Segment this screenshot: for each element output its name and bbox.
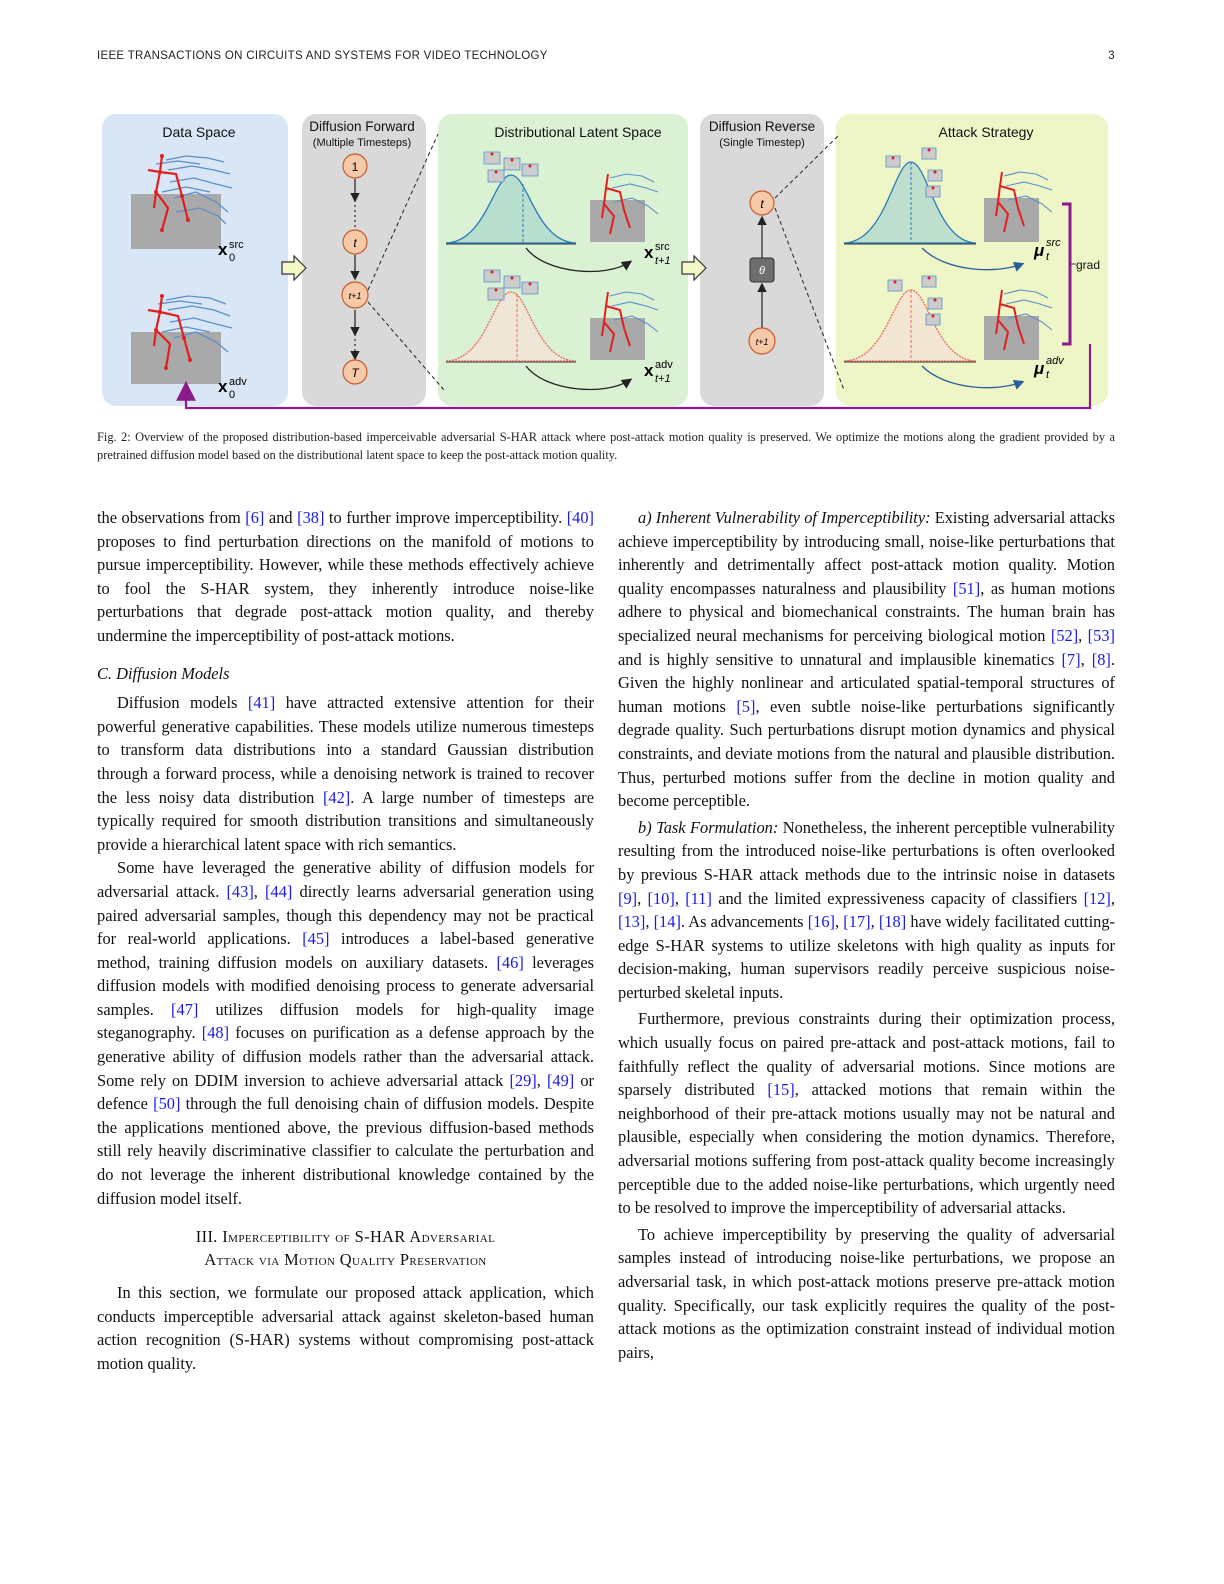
citation-link[interactable]: [7] (1061, 649, 1081, 669)
svg-text:t: t (1046, 369, 1050, 381)
citation-link[interactable]: [41] (247, 693, 276, 713)
diffusion-reverse-subtitle: (Single Timestep) (719, 137, 805, 149)
svg-text:t: t (1046, 251, 1050, 263)
svg-text:T: T (351, 366, 359, 380)
svg-text:t+1: t+1 (655, 373, 671, 385)
citation-link[interactable]: [16] (807, 912, 836, 932)
svg-text:t+1: t+1 (348, 291, 362, 301)
svg-text:t: t (760, 197, 764, 211)
citation-link[interactable]: [46] (496, 952, 524, 972)
citation-link[interactable]: [42] (322, 787, 351, 807)
citation-link[interactable]: [17] (843, 912, 871, 932)
paragraph-a-heading: a) Inherent Vulnerability of Imperceptibility: (638, 508, 931, 527)
svg-text:adv: adv (655, 359, 673, 371)
citation-link[interactable]: [8] (1091, 649, 1111, 669)
svg-text:0: 0 (229, 389, 236, 401)
citation-link[interactable]: [29] (509, 1070, 537, 1090)
citation-link[interactable]: [40] (566, 508, 594, 527)
citation-link[interactable]: [11] (685, 888, 712, 908)
left-paragraph-1: the observations from [6] and [38] to further improve imperceptibility. [40] proposes to find perturbation directions on the manifold of motions to pursue imperceptibility. However, while these methods effectively achieve to fool the S-HAR system, they inherently introduce noise-like perturbations that degrade post-attack motion quality, and thereby undermine the imperceptibility of post-attack motions. (97, 508, 594, 645)
citation-link[interactable]: [49] (546, 1070, 575, 1090)
right-paragraph-d: To achieve imperceptibility by preserving the quality of adversarial samples instead of introducing noise-like perturbations, we propose an adversarial task, in which post-attack motions preserve pre-attack motion quality. Specifically, our task explicitly requires the quality of the post-attack motions as the optimization constraint instead of individual motion pairs, (618, 1224, 1115, 1362)
svg-text:x: x (644, 361, 654, 380)
citation-link[interactable]: [43] (226, 881, 254, 901)
svg-text:src: src (229, 239, 244, 251)
svg-text:1: 1 (351, 160, 359, 174)
paragraph-a-inherent-vulnerability: a) Inherent Vulnerability of Imperceptibility: Existing adversarial attacks achieve imperceptibility by introducing small, noise-like perturbations that inherently and detrimentally affect post-attack motion quality. Motion quality encompasses naturalness and plausibility [51], as human motions adhere to physical and biomechanical constraints. The human brain has specialized neural mechanisms for perceiving biological motion [52], [53] and is highly sensitive to unnatural and implausible kinematics [7], [8]. Given the highly nonlinear and articulated spatial-temporal structures of human motions [5], even subtle noise-like perturbations significantly degrade quality. Such perturbations disrupt motion dynamics and physical constraints, and deviate motions from the natural and plausible distribution. Thus, perturbed motions suffer from the decline in motion quality and become perceptible. (618, 508, 1115, 811)
running-head (97, 50, 1115, 62)
svg-text:0: 0 (229, 252, 236, 264)
svg-text:μ: μ (1034, 241, 1045, 260)
page-number: 3 (1108, 50, 1115, 62)
citation-link[interactable]: [12] (1083, 888, 1111, 908)
citation-link[interactable]: [51] (952, 578, 981, 598)
citation-link[interactable]: [45] (302, 929, 330, 949)
svg-text:x: x (218, 377, 228, 396)
diffusion-forward-title: Diffusion Forward (309, 119, 415, 134)
citation-link[interactable]: [48] (201, 1023, 230, 1043)
svg-text:x: x (218, 240, 228, 259)
svg-text:src: src (655, 241, 670, 253)
svg-text:src: src (1046, 237, 1061, 249)
svg-text:θ: θ (759, 265, 765, 277)
attack-strategy-title: Attack Strategy (938, 124, 1034, 140)
diffusion-reverse-title: Diffusion Reverse (708, 119, 816, 134)
figure-2-overview-diagram (96, 112, 1120, 414)
citation-link[interactable]: [10] (647, 888, 675, 908)
citation-link[interactable]: [15] (767, 1080, 795, 1100)
right-paragraph-c: Furthermore, previous constraints during their optimization process, which usually focus on paired pre-attack and post-attack motions, fail to faithfully reflect the quality of adversarial motions. Since motions are sparsely distributed [15], attacked motions that remain within the neighborhood of their pre-attack motions usually may not be natural and plausible, especially when considering the motion dynamics. Therefore, adversarial motions suffering from post-attack quality become increasingly perceptible due to the added noise-like perturbations, which urgently need to be resolved to improve the imperceptibility of adversarial attacks. (618, 1009, 1115, 1218)
paragraph-b-heading: b) Task Formulation: (638, 817, 779, 837)
svg-text:adv: adv (1046, 355, 1064, 367)
left-paragraph-2: Diffusion models [41] have attracted extensive attention for their powerful generative capabilities. These models utilize numerous timesteps to transform data distributions into a standard Gaussian distribution through a forward process, while a denoising network is trained to recover the less noisy data distribution [42]. A large number of timesteps are typically required for smooth distribution transitions and simultaneously provide a hierarchical latent space with rich semantics. (97, 693, 594, 854)
left-column (97, 506, 594, 1376)
right-column (618, 506, 1115, 1364)
svg-text:t: t (353, 236, 357, 250)
citation-link[interactable]: [14] (653, 912, 681, 932)
citation-link[interactable]: [6] (245, 508, 265, 527)
citation-link[interactable]: [52] (1050, 625, 1079, 645)
data-space-title: Data Space (162, 124, 236, 140)
citation-link[interactable]: [38] (297, 508, 325, 527)
left-paragraph-4: In this section, we formulate our proposed attack application, which conducts imperceptible adversarial attack against skeleton-based human action recognition (S-HAR) systems without compromising post-attack motion quality. (97, 1283, 594, 1373)
diffusion-forward-subtitle: (Multiple Timesteps) (312, 137, 412, 149)
citation-link[interactable]: [44] (265, 881, 293, 901)
citation-link[interactable]: [50] (153, 1094, 181, 1114)
section-iii-heading: III. Imperceptibility of S-HAR Adversarial Attack via Motion Quality Preservation (195, 1227, 496, 1270)
subsection-c-heading: C. Diffusion Models (97, 663, 230, 683)
citation-link[interactable]: [18] (878, 912, 907, 932)
latent-space-title: Distributional Latent Space (494, 124, 662, 140)
svg-text:μ: μ (1034, 359, 1045, 378)
citation-link[interactable]: [5] (736, 696, 756, 716)
left-paragraph-3: Some have leveraged the generative ability of diffusion models for adversarial attack. [43], [44] directly learns adversarial generation using paired adversarial samples, though this dependency may not be practical for real-world applications. [45] introduces a label-based generative method, training diffusion models on auxiliary datasets. [46] leverages diffusion models with modified denoising process to generate adversarial samples. [47] utilizes diffusion models for high-quality image steganography. [48] focuses on purification as a defense approach by the generative ability of diffusion models rather than the adversarial attack. Some rely on DDIM inversion to achieve adversarial attack [29], [49] or defence [50] through the full denoising chain of diffusion models. Despite the applications mentioned above, the previous diffusion-based methods still rely heavily discriminative classifier to calculate the perturbation and do not leverage the inherent distributional knowledge contained by the diffusion model itself. (97, 858, 594, 1208)
figure-caption: Fig. 2: Overview of the proposed distribution-based imperceivable adversarial S-HAR attack where post-attack motion quality is preserved. We optimize the motions along the gradient provided by a pretrained diffusion model based on the distributional latent space to keep the post-attack motion quality. (97, 430, 1115, 462)
citation-link[interactable]: [53] (1087, 625, 1115, 645)
citation-link[interactable]: [9] (618, 888, 638, 908)
paragraph-b-task-formulation: b) Task Formulation: Nonetheless, the inherent perceptible vulnerability resulting from the introduced noise-like perturbations is often overlooked by previous S-HAR attack methods due to the intrinsic noise in datasets [9], [10], [11] and the limited expressiveness capacity of classifiers [12], [13], [14]. As advancements [16], [17], [18] have widely facilitated cutting-edge S-HAR systems to utilize skeletons with high quality as inputs for decision-making, human supervisors readily perceive suspicious noise-perturbed skeletal inputs. (618, 817, 1115, 1002)
svg-text:adv: adv (229, 376, 247, 388)
journal-title: IEEE TRANSACTIONS ON CIRCUITS AND SYSTEMS FOR VIDEO TECHNOLOGY (97, 50, 548, 62)
grad-label: grad (1076, 258, 1101, 272)
citation-link[interactable]: [47] (171, 999, 199, 1019)
svg-text:t+1: t+1 (755, 337, 769, 347)
svg-text:t+1: t+1 (655, 255, 671, 267)
svg-text:x: x (644, 243, 654, 262)
citation-link[interactable]: [13] (618, 912, 646, 932)
